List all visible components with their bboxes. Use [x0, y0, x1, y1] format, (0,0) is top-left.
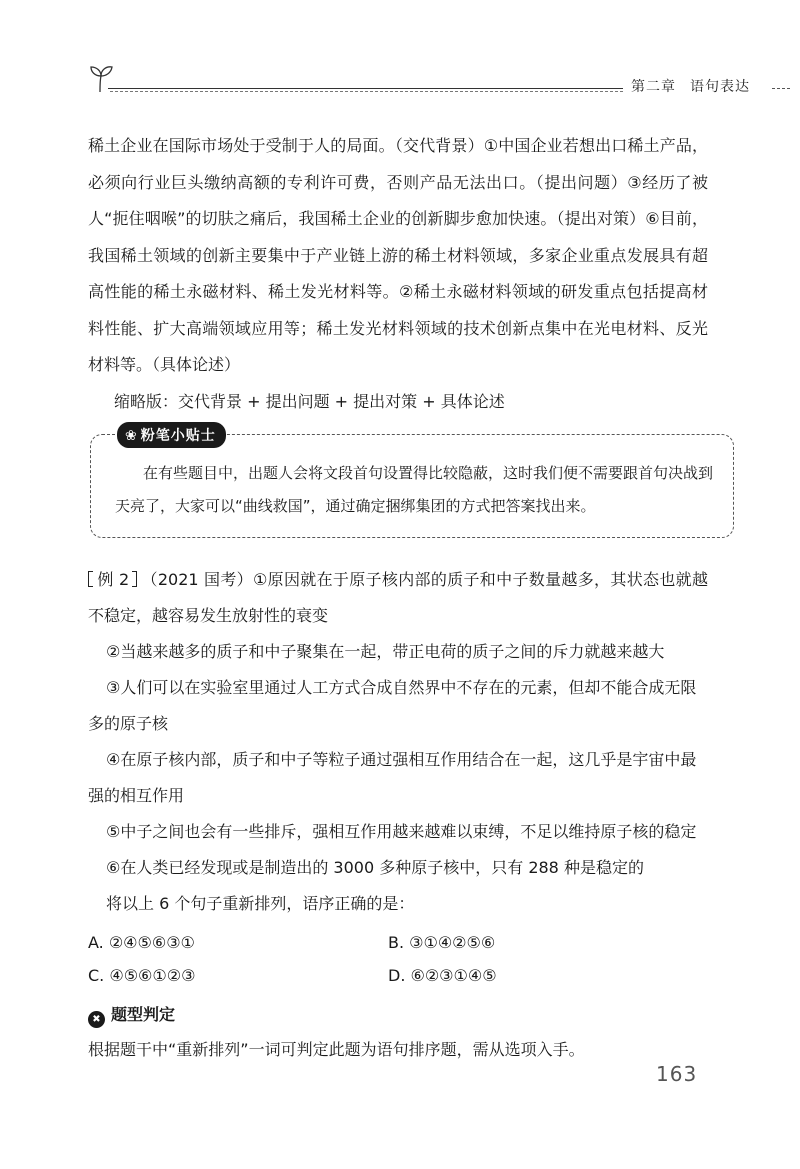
sprout-icon: [86, 62, 126, 98]
running-header: [86, 62, 790, 102]
page-number: 163: [656, 1062, 698, 1086]
sentence-1: ①原因就在于原子核内部的质子和中子数量越多，其状态也就越不稳定，越容易发生放射性的衰变: [88, 569, 708, 625]
section-title: 题型判定: [111, 1004, 176, 1024]
sentence-2: ②当越来越多的质子和中子聚集在一起，带正电荷的质子之间的斥力就越来越大: [106, 641, 665, 661]
tip-text: 在有些题目中，出题人会将文段首句设置得比较隐蔽，这时我们便不需要跟首句决战到天亮了，大家可以“曲线救国”，通过确定捆绑集团的方式把答案找出来。: [115, 463, 714, 515]
tip-label-text: 粉笔小贴士: [140, 427, 216, 444]
header-rule-tail: [772, 88, 790, 89]
option-b: B. ③①④②⑤⑥: [388, 932, 496, 952]
option-a: A. ②④⑤⑥③①: [88, 932, 195, 952]
example-first-line: [88, 562, 708, 634]
chapter-title: 语句表达: [690, 79, 750, 95]
bracket-right-icon: [132, 571, 137, 587]
option-c: C. ④⑤⑥①②③: [88, 965, 196, 985]
sentence-6: ⑥在人类已经发现或是制造出的 3000 多种原子核中，只有 288 种是稳定的: [106, 857, 644, 877]
tip-label: [117, 422, 226, 448]
chapter-heading: [631, 76, 764, 96]
page-content: [88, 128, 714, 1068]
header-rule-dashed: [110, 91, 623, 92]
header-rule: [108, 88, 623, 89]
summary-line: 缩略版：交代背景 + 提出问题 + 提出对策 + 具体论述: [114, 391, 505, 411]
analysis-paragraph: 稀土企业在国际市场处于受制于人的局面。（交代背景）①中国企业若想出口稀土产品，必须向行业巨头缴纳高额的专利许可费，否则产品无法出口。（提出问题）③经历了被人“扼住咽喉”的切肤之痛后，我国稀土企业的创新脚步愈加快速。（提出对策）⑥目前，我国稀土领域的创新主要集中于产业链上游的稀土材料领域，多家企业重点发展具有超高性能的稀土永磁材料、稀土发光材料等。②稀土永磁材料领域的研发重点包括提高材料性能、扩大高端领域应用等；稀土发光材料领域的技术创新点集中在光电材料、反光材料等。（具体论述）: [88, 136, 708, 374]
option-row: [88, 959, 708, 992]
sentence-5: ⑤中子之间也会有一些排斥，强相互作用越来越难以束缚，不足以维持原子核的稳定: [106, 821, 697, 841]
tip-box: [90, 427, 734, 538]
answer-options: [88, 926, 708, 992]
chapter-number: 第二章: [631, 79, 676, 95]
bracket-left-icon: [88, 571, 93, 587]
example-source: （2021 国考）: [141, 569, 253, 589]
question-prompt: 将以上 6 个句子重新排列，语序正确的是：: [106, 893, 415, 913]
section-text: 根据题干中“重新排列”一词可判定此题为语句排序题，需从选项入手。: [88, 1039, 585, 1059]
sentence-3: ③人们可以在实验室里通过人工方式合成自然界中不存在的元素，但却不能合成无限多的原子核: [88, 677, 697, 733]
option-d: D. ⑥②③①④⑤: [388, 965, 497, 985]
section-badge-icon: ✖: [88, 1011, 105, 1028]
sentence-4: ④在原子核内部，质子和中子等粒子通过强相互作用结合在一起，这几乎是宇宙中最强的相互作用: [88, 749, 697, 805]
sprout-icon: ❀: [125, 427, 138, 444]
option-row: [88, 926, 708, 959]
example-label: 例 2: [97, 569, 130, 589]
example-question: [88, 562, 708, 1068]
section-heading: [88, 998, 708, 1032]
